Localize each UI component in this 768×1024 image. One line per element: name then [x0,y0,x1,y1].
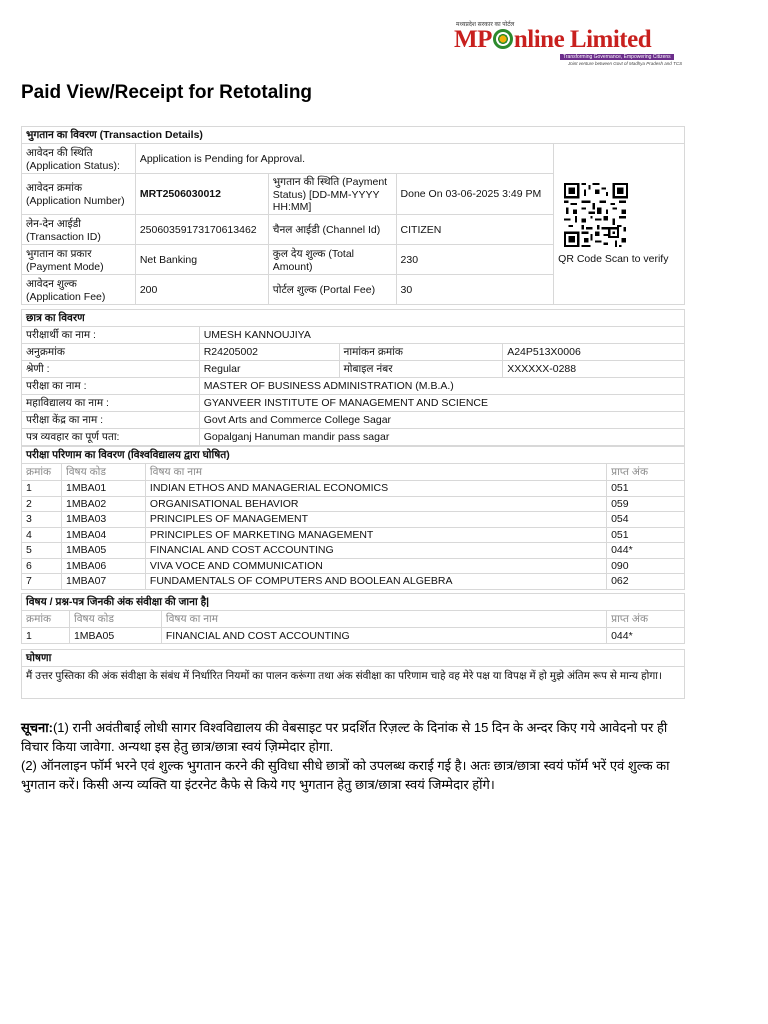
subject-cell: PRINCIPLES OF MARKETING MANAGEMENT [145,527,606,543]
table-row [22,558,685,574]
app-number-label: आवेदन क्रमांक (Application Number) [22,174,136,215]
marks-cell: 059 [607,496,685,512]
notice-label: सूचना: [21,720,53,735]
table-row [22,496,685,512]
results-col-marks: प्राप्त अंक [607,464,685,481]
student-name-label: परीक्षार्थी का नाम : [22,327,200,344]
results-table [21,446,685,590]
marks-cell: 044* [607,543,685,559]
retotal-col-subject: विषय का नाम [161,611,606,628]
total-amount-label: कुल देय शुल्क (Total Amount) [268,245,396,275]
exam-label: परीक्षा का नाम : [22,378,200,395]
code-cell: 1MBA04 [61,527,145,543]
code-cell: 1MBA01 [61,481,145,497]
serial-cell: 4 [22,527,62,543]
notice-block [21,718,671,794]
subject-cell: FINANCIAL AND COST ACCOUNTING [145,543,606,559]
app-fee-label: आवेदन शुल्क (Application Fee) [22,275,136,305]
serial-cell: 7 [22,574,62,590]
code-cell: 1MBA03 [61,512,145,528]
app-status-value: Application is Pending for Approval. [135,144,553,174]
address-label: पत्र व्यवहार का पूर्ण पता: [22,429,200,446]
txn-id-label: लेन-देन आईडी (Transaction ID) [22,215,136,245]
logo-top-text: मध्यप्रदेश सरकार का पोर्टल [456,22,515,28]
app-fee-value: 200 [135,275,268,305]
subject-cell: ORGANISATIONAL BEHAVIOR [145,496,606,512]
serial-cell: 2 [22,496,62,512]
portal-fee-label: पोर्टल शुल्क (Portal Fee) [268,275,396,305]
subject-cell: INDIAN ETHOS AND MANAGERIAL ECONOMICS [145,481,606,497]
retotal-col-code: विषय कोड [69,611,161,628]
logo-tagline: Transforming Governance, Empowering Citizens [560,54,674,60]
notice-line-1: (1) रानी अवंतीबाई लोधी सागर विश्वविद्यालय की वेबसाइट पर प्रदर्शित रिज़ल्ट के दिनांक से 15 दिन के अन्दर किए गये आवेदनो पर ही विचार किया जावेगा. अन्यथा इस हेतु छात्र/छात्रा स्वयं ज़िम्मेदार होगा. [21,720,668,754]
app-status-label: आवेदन की स्थिति (Application Status): [22,144,136,174]
logo-brand-mp: MP [454,26,492,53]
subject-cell: VIVA VOCE AND COMMUNICATION [145,558,606,574]
serial-cell: 5 [22,543,62,559]
marks-cell: 090 [607,558,685,574]
marks-cell: 062 [607,574,685,590]
mobile-value: XXXXXX-0288 [503,361,685,378]
centre-value: Govt Arts and Commerce College Sagar [199,412,684,429]
logo-subtag: Joint venture between Govt of Madhya Pradesh and TCS [568,61,683,66]
page-title: Paid View/Receipt for Retotaling [21,82,313,103]
notice-line-2: (2) ऑनलाइन फॉर्म भरने एवं शुल्क भुगतान करने की सुविधा सीधे छात्रों को उपलब्ध कराई गई है। अतः छात्र/छात्रा स्वयं फॉर्म भरें एवं शुल्क का भुगतान करें। किसी अन्य व्यक्ति या इंटरनेट कैफे से किये गए भुगतान हेतु छात्र/छात्रा स्वयं जिम्मेदार होंगे। [21,758,670,792]
address-value: Gopalganj Hanuman mandir pass sagar [199,429,684,446]
logo-globe-icon [493,29,513,49]
retotal-heading: विषय / प्रश्न-पत्र जिनकी अंक संवीक्षा की जाना है| [22,594,685,611]
results-col-subject: विषय का नाम [145,464,606,481]
payment-mode-label: भुगतान का प्रकार (Payment Mode) [22,245,136,275]
subject-cell: PRINCIPLES OF MANAGEMENT [145,512,606,528]
app-number-value: MRT2506030012 [135,174,268,215]
serial-cell: 6 [22,558,62,574]
results-heading: परीक्षा परिणाम का विवरण (विश्वविद्यालय द्वारा घोषित) [22,447,685,464]
code-cell: 1MBA05 [69,628,161,644]
retotal-col-marks: प्राप्त अंक [607,611,685,628]
enrol-value: A24P513X0006 [503,344,685,361]
retotal-subjects-table [21,593,685,644]
logo-brand [454,26,651,54]
qr-code-icon [564,183,628,247]
centre-label: परीक्षा केंद्र का नाम : [22,412,200,429]
college-label: महाविद्यालय का नाम : [22,395,200,412]
enrol-label: नामांकन क्रमांक [339,344,503,361]
transaction-details-table [21,126,685,305]
marks-cell: 044* [607,628,685,644]
marks-cell: 054 [607,512,685,528]
student-details-table [21,309,685,446]
student-name-value: UMESH KANNOUJIYA [199,327,684,344]
total-amount-value: 230 [396,245,554,275]
retotal-col-serial: क्रमांक [22,611,70,628]
txn-id-value: 25060359173170613462 [135,215,268,245]
code-cell: 1MBA02 [61,496,145,512]
marks-cell: 051 [607,527,685,543]
table-row [22,481,685,497]
marks-cell: 051 [607,481,685,497]
qr-caption: QR Code Scan to verify [558,253,669,265]
portal-fee-value: 30 [396,275,554,305]
roll-label: अनुक्रमांक [22,344,200,361]
mobile-label: मोबाइल नंबर [339,361,503,378]
qr-cell [554,144,685,305]
subject-cell: FINANCIAL AND COST ACCOUNTING [161,628,606,644]
payment-status-label: भुगतान की स्थिति (Payment Status) [DD-MM-YYYY HH:MM] [268,174,396,215]
table-row [22,543,685,559]
table-row [22,527,685,543]
declaration-heading: घोषणा [22,650,685,667]
code-cell: 1MBA07 [61,574,145,590]
roll-value: R24205002 [199,344,339,361]
category-label: श्रेणी : [22,361,200,378]
payment-mode-value: Net Banking [135,245,268,275]
results-col-serial: क्रमांक [22,464,62,481]
exam-value: MASTER OF BUSINESS ADMINISTRATION (M.B.A.) [199,378,684,395]
payment-status-value: Done On 03-06-2025 3:49 PM [396,174,554,215]
table-row [22,574,685,590]
table-row [22,628,685,644]
serial-cell: 1 [22,628,70,644]
subject-cell: FUNDAMENTALS OF COMPUTERS AND BOOLEAN ALGEBRA [145,574,606,590]
logo-brand-rest: nline Limited [513,26,652,53]
college-value: GYANVEER INSTITUTE OF MANAGEMENT AND SCIENCE [199,395,684,412]
mponline-logo [448,18,688,70]
serial-cell: 1 [22,481,62,497]
serial-cell: 3 [22,512,62,528]
code-cell: 1MBA06 [61,558,145,574]
code-cell: 1MBA05 [61,543,145,559]
student-heading: छात्र का विवरण [22,310,685,327]
category-value: Regular [199,361,339,378]
channel-id-value: CITIZEN [396,215,554,245]
transaction-heading: भुगतान का विवरण (Transaction Details) [22,127,685,144]
declaration-text: मैं उत्तर पुस्तिका की अंक संवीक्षा के संबंध में निर्धारित नियमों का पालन करूंगा तथा अंक संवीक्षा का परिणाम चाहे वह मेरे पक्ष या विपक्ष में हो मुझे अंतिम रूप से मान्य होगा। [22,667,685,699]
channel-id-label: चैनल आईडी (Channel Id) [268,215,396,245]
declaration-table [21,649,685,699]
results-col-code: विषय कोड [61,464,145,481]
table-row [22,512,685,528]
